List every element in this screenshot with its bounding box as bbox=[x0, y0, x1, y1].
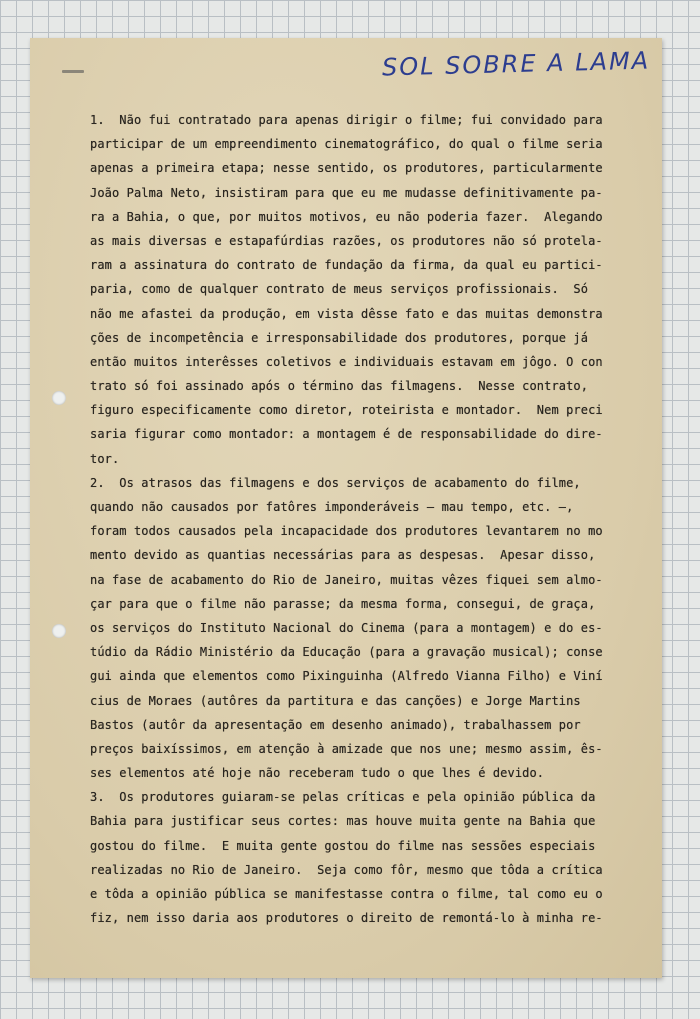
text-line: ses elementos até hoje não receberam tudo o que lhes é devido. bbox=[90, 766, 545, 781]
text-line: mento devido as quantias necessárias para as despesas. Apesar disso, bbox=[90, 548, 596, 563]
text-line: foram todos causados pela incapacidade dos produtores levantarem no mo bbox=[90, 524, 603, 539]
text-line: as mais diversas e estapafúrdias razões, os produtores não só protela- bbox=[90, 233, 603, 248]
text-line: não me afastei da produção, em vista dêsse fato e das muitas demonstra bbox=[90, 306, 603, 321]
text-line: ram a assinatura do contrato de fundação da firma, da qual eu partici- bbox=[90, 258, 603, 273]
text-line: figuro especificamente como diretor, roteirista e montador. Nem preci bbox=[90, 403, 603, 418]
text-line: paria, como de qualquer contrato de meus serviços profissionais. Só bbox=[90, 282, 589, 297]
ink-mark bbox=[62, 70, 84, 73]
text-line: trato só foi assinado após o término das filmagens. Nesse contrato, bbox=[90, 379, 589, 394]
text-line: túdio da Rádio Ministério da Educação (para a gravação musical); conse bbox=[90, 645, 603, 660]
text-line: na fase de acabamento do Rio de Janeiro, muitas vêzes fiquei sem almo- bbox=[90, 572, 603, 587]
text-line: quando não causados por fatôres imponderáveis — mau tempo, etc. —, bbox=[90, 500, 574, 514]
text-line: e tôda a opinião pública se manifestasse contra o filme, tal como eu o bbox=[90, 887, 603, 901]
text-line: preços baixíssimos, em atenção à amizade que nos une; mesmo assim, ês- bbox=[90, 741, 603, 756]
text-line: 2. Os atrasos das filmagens e dos serviços de acabamento do filme, bbox=[90, 475, 581, 490]
text-line: ções de incompetência e irresponsabilidade dos produtores, porque já bbox=[90, 330, 589, 345]
text-line: gostou do filme. E muita gente gostou do filme nas sessões especiais bbox=[90, 838, 596, 853]
text-line: realizadas no Rio de Janeiro. Seja como fôr, mesmo que tôda a crítica bbox=[90, 862, 603, 877]
text-line: gui ainda que elementos como Pixinguinha (Alfredo Vianna Filho) e Viní bbox=[90, 669, 603, 684]
text-line: apenas a primeira etapa; nesse sentido, os produtores, particularmente bbox=[90, 161, 603, 176]
text-line: tor. bbox=[90, 451, 120, 466]
typed-body bbox=[90, 108, 630, 930]
text-line: Bastos (autôr da apresentação em desenho animado), trabalhassem por bbox=[90, 717, 581, 732]
text-line: João Palma Neto, insistiram para que eu me mudasse definitivamente pa- bbox=[90, 185, 603, 200]
punch-hole-bottom bbox=[52, 624, 66, 638]
text-line: fiz, nem isso daria aos produtores o direito de remontá-lo à minha re- bbox=[90, 911, 603, 926]
text-line: então muitos interêsses coletivos e individuais estavam em jôgo. O con bbox=[90, 354, 603, 369]
text-line: 1. Não fui contratado para apenas dirigir o filme; fui convidado para bbox=[90, 113, 603, 127]
text-line: saria figurar como montador: a montagem é de responsabilidade do dire- bbox=[90, 427, 603, 442]
punch-hole-top bbox=[52, 391, 66, 405]
text-line: os serviços do Instituto Nacional do Cinema (para a montagem) e do es- bbox=[90, 620, 603, 635]
text-line: 3. Os produtores guiaram-se pelas críticas e pela opinião pública da bbox=[90, 790, 596, 805]
text-line: Bahia para justificar seus cortes: mas houve muita gente na Bahia que bbox=[90, 814, 596, 829]
text-line: cius de Moraes (autôres da partitura e das canções) e Jorge Martins bbox=[90, 693, 581, 708]
text-line: participar de um empreendimento cinematográfico, do qual o filme seria bbox=[90, 137, 603, 152]
handwritten-title: SOL SOBRE A LAMA bbox=[381, 46, 651, 82]
text-line: çar para que o filme não parasse; da mesma forma, consegui, de graça, bbox=[90, 596, 596, 611]
typed-page bbox=[30, 38, 662, 978]
text-line: ra a Bahia, o que, por muitos motivos, eu não poderia fazer. Alegando bbox=[90, 209, 603, 224]
